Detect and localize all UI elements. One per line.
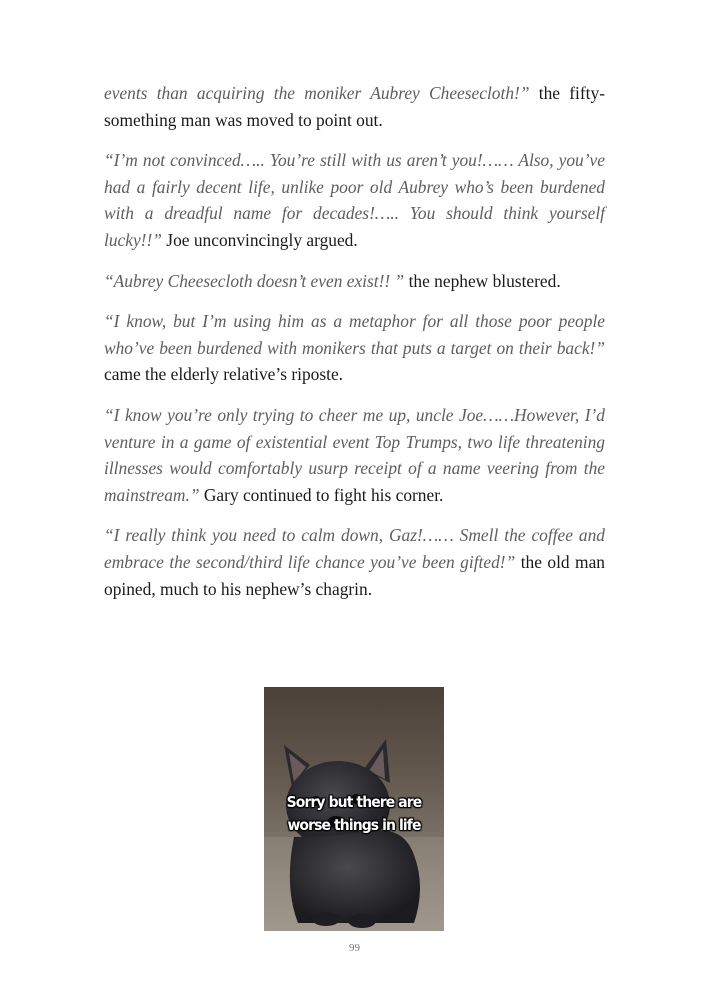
caption-line: Sorry but there are [286,793,422,811]
dialogue-quote: “I really think you need to calm down, Gaz!…… Smell the coffee and embrace the second/third life chance you’ve been gifted!” [104,525,605,572]
dialogue-quote: events than acquiring the moniker Aubrey Cheesecloth!” [104,83,530,103]
paragraph [104,147,605,253]
narration: Joe unconvincingly argued. [161,229,358,250]
narration: Gary continued to fight his corner. [199,484,444,505]
dialogue-quote: “I’m not convinced….. You’re still with us aren’t you!…… Also, you’ve had a fairly decent life, unlike poor old Aubrey who’s been burdened with a dreadful name for decades!….. You should think yourself lucky!!” [104,150,605,250]
paragraph [104,268,605,295]
page-number: 99 [349,942,360,954]
page-body [104,80,605,616]
dialogue-quote: “I know, but I’m using him as a metaphor for all those poor people who’ve been burdened with monikers that puts a target on their back!” [104,311,605,358]
dialogue-quote: “Aubrey Cheesecloth doesn’t even exist!! ” [104,270,405,291]
dialogue-quote: “I know you’re only trying to cheer me up, uncle Joe……However, I’d venture in a game of existential event Top Trumps, two life threatening illnesses would comfortably usurp receipt of a name veering from the mainstream.” [104,404,605,505]
narration: came the elderly relative’s riposte. [104,364,344,385]
narration: the old man opined, much to his nephew’s chagrin. [104,551,606,599]
narration: the fifty-something man was moved to point out. [104,83,605,130]
paragraph [104,80,605,133]
paragraph [104,308,605,388]
paragraph [104,402,605,508]
paragraph [104,522,605,602]
narration: the nephew blustered. [404,270,561,291]
caption-line: worse things in life [287,816,421,834]
meme-image [264,687,444,931]
meme-caption [273,791,435,837]
